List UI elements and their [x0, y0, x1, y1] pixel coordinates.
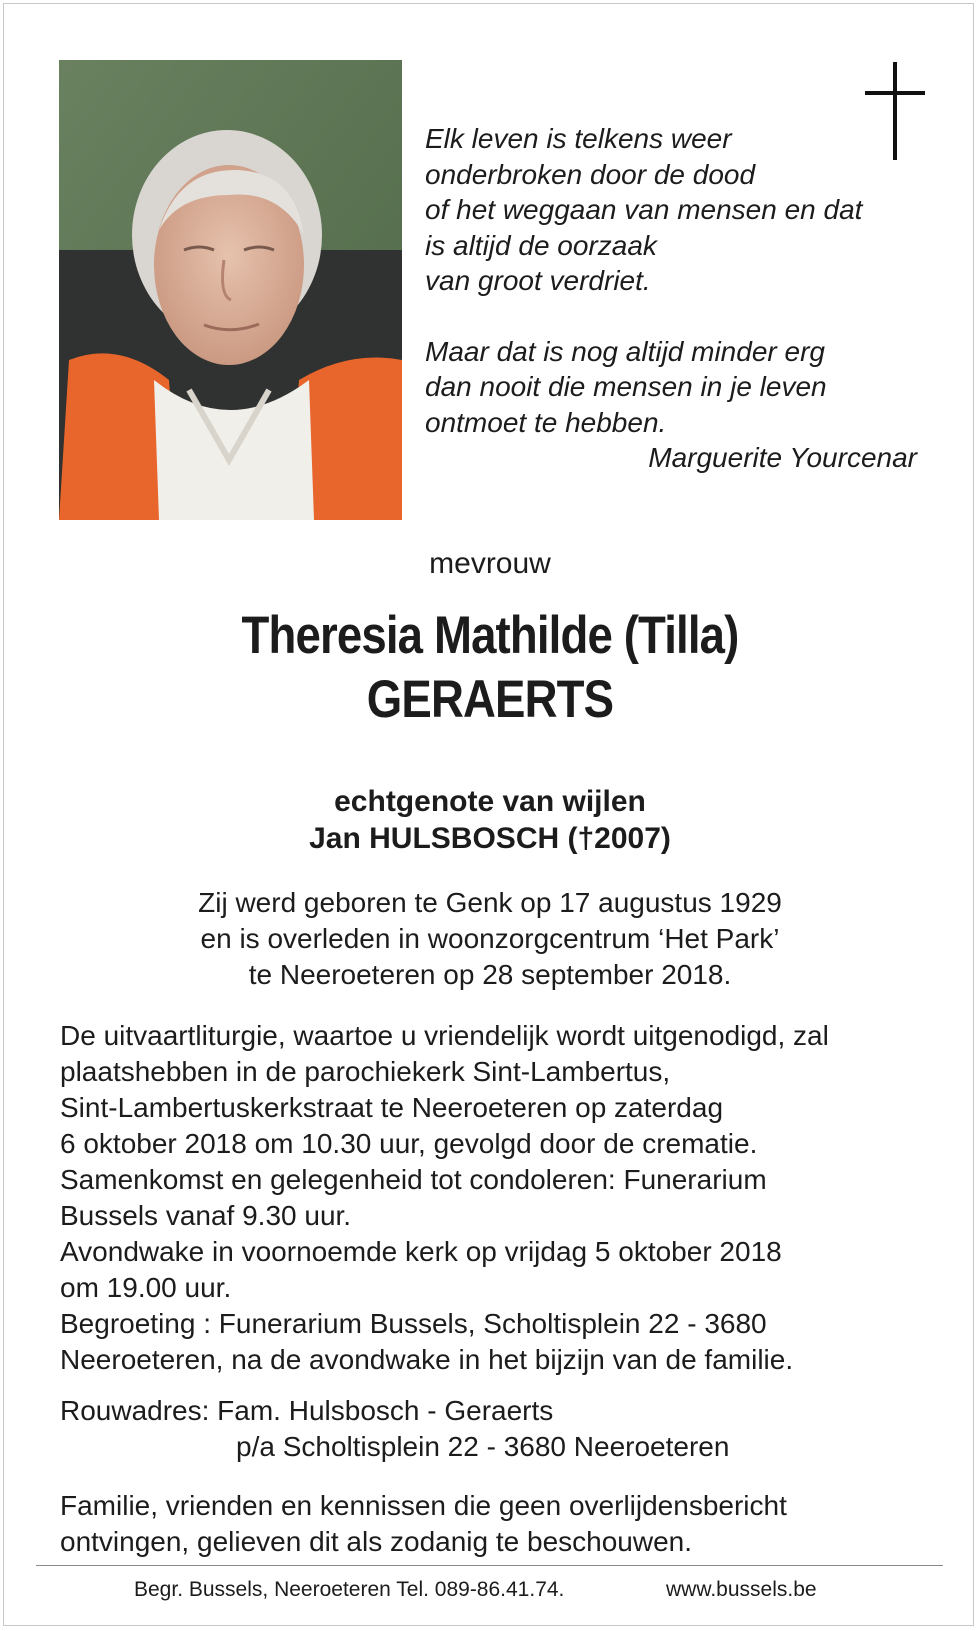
quote-author: Marguerite Yourcenar — [648, 442, 917, 473]
life-line: en is overleden in woonzorgcentrum ‘Het Park’ — [200, 923, 780, 954]
footer-website-link[interactable]: www.bussels.be — [666, 1578, 817, 1601]
quote-line: of het weggaan van mensen en dat — [425, 194, 863, 225]
closing-line: ontvingen, gelieven dit als zodanig te beschouwen. — [60, 1526, 692, 1557]
spouse-name: Jan HULSBOSCH (†2007) — [309, 822, 671, 855]
quote-line: Elk leven is telkens weer — [425, 123, 732, 154]
ceremony-line: Neeroeteren, na de avondwake in het bijzijn van de familie. — [60, 1344, 794, 1375]
ceremony-line: Samenkomst en gelegenheid tot condoleren: Funerarium — [60, 1164, 767, 1195]
quote-line: dan nooit die mensen in je leven — [425, 371, 827, 402]
ceremony-line: Begroeting : Funerarium Bussels, Scholtisplein 22 - 3680 — [60, 1308, 767, 1339]
honorific: mevrouw — [429, 547, 551, 580]
ceremony-line: om 19.00 uur. — [60, 1272, 232, 1303]
life-line: te Neeroeteren op 28 september 2018. — [248, 959, 732, 990]
ceremony-line: plaatshebben in de parochiekerk Sint-Lambertus, — [60, 1056, 671, 1087]
quote-block — [425, 121, 925, 476]
address-line: p/a Scholtisplein 22 - 3680 Neeroeteren — [236, 1431, 730, 1462]
closing-line: Familie, vrienden en kennissen die geen overlijdensbericht — [60, 1490, 787, 1521]
ceremony-details — [60, 1018, 940, 1378]
ceremony-line: De uitvaartliturgie, waartoe u vriendelijk wordt uitgenodigd, zal — [60, 1020, 829, 1051]
ceremony-line: 6 oktober 2018 om 10.30 uur, gevolgd door de crematie. — [60, 1128, 758, 1159]
spouse-info — [0, 783, 980, 857]
footer-divider — [36, 1565, 943, 1566]
quote-line: onderbroken door de dood — [425, 158, 756, 190]
quote-line: is altijd de oorzaak — [425, 229, 657, 261]
deceased-name — [69, 604, 912, 732]
ceremony-line: Sint-Lambertuskerkstraat te Neeroeteren op zaterdag — [60, 1092, 724, 1123]
ceremony-line: Bussels vanaf 9.30 uur. — [60, 1200, 352, 1231]
mourning-address — [60, 1393, 940, 1465]
closing-note — [60, 1488, 940, 1560]
deceased-first-names: Theresia Mathilde (Tilla) — [241, 606, 739, 665]
quote-line: Maar dat is nog altijd minder erg — [425, 335, 825, 367]
quote-line: ontmoet te hebben. — [425, 406, 667, 438]
ceremony-line: Avondwake in voornoemde kerk op vrijdag 5 oktober 2018 — [60, 1236, 782, 1267]
life-dates — [0, 885, 980, 993]
footer-contact: Begr. Bussels, Neeroeteren Tel. 089-86.41.74. — [134, 1578, 565, 1601]
life-line: Zij werd geboren te Genk op 17 augustus 1929 — [198, 887, 782, 918]
portrait-photo — [59, 60, 402, 520]
address-line: Rouwadres: Fam. Hulsbosch - Geraerts — [60, 1395, 554, 1426]
spouse-line: echtgenote van wijlen — [334, 785, 646, 818]
footer — [134, 1577, 934, 1603]
deceased-surname: GERAERTS — [366, 670, 614, 729]
quote-line: van groot verdriet. — [425, 265, 651, 296]
